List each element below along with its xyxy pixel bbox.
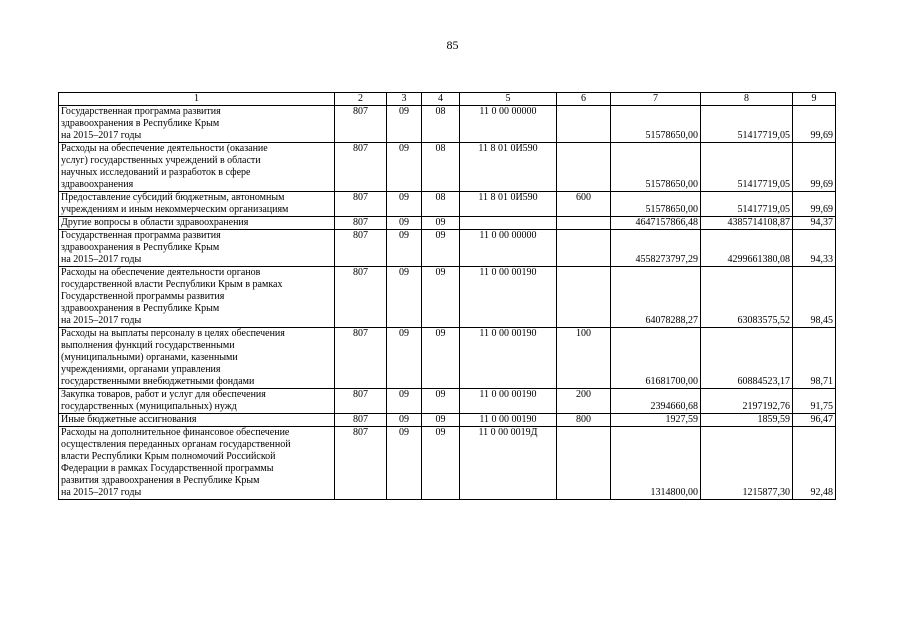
planned-amount-cell: 4647157866,48 xyxy=(611,217,701,230)
expense-type-cell xyxy=(557,267,611,328)
item-name-line: развития здравоохранения в Республике Крым xyxy=(61,475,260,486)
section-code-cell: 09 xyxy=(387,230,422,267)
item-name-line: услуг) государственных учреждений в области xyxy=(61,155,261,166)
subsection-code-cell: 09 xyxy=(422,427,460,500)
execution-percent-cell: 94,37 xyxy=(793,217,836,230)
actual-amount-cell: 60884523,17 xyxy=(701,328,793,389)
subsection-code-cell: 09 xyxy=(422,414,460,427)
execution-percent-cell: 99,69 xyxy=(793,106,836,143)
execution-percent-cell: 94,33 xyxy=(793,230,836,267)
item-name-line: государственными внебюджетными фондами xyxy=(61,376,255,387)
item-name-cell xyxy=(59,414,335,427)
column-header: 5 xyxy=(460,93,557,106)
item-name-line: здравоохранения в Республике Крым xyxy=(61,242,220,253)
column-header: 9 xyxy=(793,93,836,106)
item-name-line: на 2015–2017 годы xyxy=(61,487,142,498)
planned-amount-cell: 51578650,00 xyxy=(611,106,701,143)
subsection-code-cell: 09 xyxy=(422,267,460,328)
grbs-code-cell: 807 xyxy=(335,427,387,500)
target-article-cell: 11 0 00 00190 xyxy=(460,414,557,427)
grbs-code-cell: 807 xyxy=(335,267,387,328)
item-name-line: Государственная программа развития xyxy=(61,106,221,117)
table-row xyxy=(59,106,836,143)
item-name-cell xyxy=(59,427,335,500)
subsection-code-cell: 09 xyxy=(422,217,460,230)
section-code-cell: 09 xyxy=(387,328,422,389)
table-row xyxy=(59,328,836,389)
item-name-line: учреждениям и иным некоммерческим организациям xyxy=(61,204,289,215)
item-name-cell xyxy=(59,328,335,389)
item-name-line: учреждениями, органами управления xyxy=(61,364,221,375)
item-name-line: на 2015–2017 годы xyxy=(61,315,142,326)
planned-amount-cell: 1314800,00 xyxy=(611,427,701,500)
actual-amount-cell: 51417719,05 xyxy=(701,106,793,143)
actual-amount-cell: 1859,59 xyxy=(701,414,793,427)
item-name-line: Расходы на выплаты персоналу в целях обеспечения xyxy=(61,328,285,339)
expense-type-cell: 200 xyxy=(557,389,611,414)
target-article-cell: 11 0 00 00190 xyxy=(460,267,557,328)
section-code-cell: 09 xyxy=(387,414,422,427)
execution-percent-cell: 92,48 xyxy=(793,427,836,500)
planned-amount-cell: 64078288,27 xyxy=(611,267,701,328)
table-row xyxy=(59,217,836,230)
table-row xyxy=(59,414,836,427)
actual-amount-cell: 51417719,05 xyxy=(701,143,793,192)
table-row xyxy=(59,143,836,192)
execution-percent-cell: 91,75 xyxy=(793,389,836,414)
item-name-cell xyxy=(59,143,335,192)
page-number: 85 xyxy=(446,38,459,52)
execution-percent-cell: 98,45 xyxy=(793,267,836,328)
item-name-line: на 2015–2017 годы xyxy=(61,130,142,141)
actual-amount-cell: 4299661380,08 xyxy=(701,230,793,267)
item-name-line: Иные бюджетные ассигнования xyxy=(61,414,197,425)
execution-percent-cell: 99,69 xyxy=(793,143,836,192)
actual-amount-cell: 1215877,30 xyxy=(701,427,793,500)
actual-amount-cell: 51417719,05 xyxy=(701,192,793,217)
column-header: 6 xyxy=(557,93,611,106)
execution-percent-cell: 98,71 xyxy=(793,328,836,389)
column-header: 3 xyxy=(387,93,422,106)
table-row xyxy=(59,192,836,217)
item-name-cell xyxy=(59,106,335,143)
actual-amount-cell: 63083575,52 xyxy=(701,267,793,328)
item-name-cell xyxy=(59,389,335,414)
table-row xyxy=(59,427,836,500)
item-name-line: научных исследований и разработок в сфере xyxy=(61,167,251,178)
section-code-cell: 09 xyxy=(387,267,422,328)
expense-type-cell xyxy=(557,230,611,267)
section-code-cell: 09 xyxy=(387,143,422,192)
item-name-line: Федерации в рамках Государственной программы xyxy=(61,463,274,474)
target-article-cell: 11 0 00 0019Д xyxy=(460,427,557,500)
item-name-cell xyxy=(59,230,335,267)
grbs-code-cell: 807 xyxy=(335,414,387,427)
grbs-code-cell: 807 xyxy=(335,217,387,230)
expense-type-cell: 100 xyxy=(557,328,611,389)
item-name-cell xyxy=(59,267,335,328)
item-name-line: Государственной программы развития xyxy=(61,291,225,302)
grbs-code-cell: 807 xyxy=(335,143,387,192)
item-name-cell xyxy=(59,217,335,230)
item-name-line: Государственная программа развития xyxy=(61,230,221,241)
expense-type-cell: 600 xyxy=(557,192,611,217)
planned-amount-cell: 4558273797,29 xyxy=(611,230,701,267)
budget-table xyxy=(58,92,836,500)
item-name-line: Расходы на дополнительное финансовое обеспечение xyxy=(61,427,290,438)
target-article-cell: 11 8 01 0И590 xyxy=(460,143,557,192)
item-name-line: осуществления переданных органам государственной xyxy=(61,439,291,450)
table-row xyxy=(59,230,836,267)
item-name-line: Расходы на обеспечение деятельности органов xyxy=(61,267,261,278)
section-code-cell: 09 xyxy=(387,217,422,230)
subsection-code-cell: 08 xyxy=(422,192,460,217)
column-header: 8 xyxy=(701,93,793,106)
item-name-line: власти Республики Крым полномочий Российской xyxy=(61,451,276,462)
planned-amount-cell: 61681700,00 xyxy=(611,328,701,389)
execution-percent-cell: 99,69 xyxy=(793,192,836,217)
grbs-code-cell: 807 xyxy=(335,192,387,217)
item-name-line: Другие вопросы в области здравоохранения xyxy=(61,217,249,228)
expense-type-cell xyxy=(557,217,611,230)
subsection-code-cell: 08 xyxy=(422,143,460,192)
item-name-line: (муниципальными) органами, казенными xyxy=(61,352,238,363)
column-header: 4 xyxy=(422,93,460,106)
execution-percent-cell: 96,47 xyxy=(793,414,836,427)
item-name-line: Расходы на обеспечение деятельности (оказание xyxy=(61,143,268,154)
actual-amount-cell: 2197192,76 xyxy=(701,389,793,414)
subsection-code-cell: 09 xyxy=(422,389,460,414)
section-code-cell: 09 xyxy=(387,192,422,217)
grbs-code-cell: 807 xyxy=(335,230,387,267)
expense-type-cell xyxy=(557,106,611,143)
grbs-code-cell: 807 xyxy=(335,389,387,414)
subsection-code-cell: 09 xyxy=(422,230,460,267)
table-row xyxy=(59,267,836,328)
target-article-cell: 11 0 00 00000 xyxy=(460,230,557,267)
target-article-cell: 11 8 01 0И590 xyxy=(460,192,557,217)
item-name-line: здравоохранения в Республике Крым xyxy=(61,118,220,129)
target-article-cell xyxy=(460,217,557,230)
table-row xyxy=(59,389,836,414)
item-name-line: здравоохранения xyxy=(61,179,134,190)
planned-amount-cell: 51578650,00 xyxy=(611,192,701,217)
item-name-line: государственных (муниципальных) нужд xyxy=(61,401,237,412)
grbs-code-cell: 807 xyxy=(335,328,387,389)
grbs-code-cell: 807 xyxy=(335,106,387,143)
item-name-line: здравоохранения в Республике Крым xyxy=(61,303,220,314)
subsection-code-cell: 08 xyxy=(422,106,460,143)
expense-type-cell: 800 xyxy=(557,414,611,427)
target-article-cell: 11 0 00 00190 xyxy=(460,328,557,389)
section-code-cell: 09 xyxy=(387,106,422,143)
column-header: 2 xyxy=(335,93,387,106)
section-code-cell: 09 xyxy=(387,427,422,500)
target-article-cell: 11 0 00 00190 xyxy=(460,389,557,414)
planned-amount-cell: 1927,59 xyxy=(611,414,701,427)
item-name-line: государственной власти Республики Крым в рамках xyxy=(61,279,283,290)
target-article-cell: 11 0 00 00000 xyxy=(460,106,557,143)
column-header: 7 xyxy=(611,93,701,106)
expense-type-cell xyxy=(557,143,611,192)
column-number-row xyxy=(59,93,836,106)
item-name-line: на 2015–2017 годы xyxy=(61,254,142,265)
column-header: 1 xyxy=(59,93,335,106)
subsection-code-cell: 09 xyxy=(422,328,460,389)
section-code-cell: 09 xyxy=(387,389,422,414)
actual-amount-cell: 4385714108,87 xyxy=(701,217,793,230)
expense-type-cell xyxy=(557,427,611,500)
item-name-line: выполнения функций государственными xyxy=(61,340,235,351)
planned-amount-cell: 51578650,00 xyxy=(611,143,701,192)
item-name-line: Предоставление субсидий бюджетным, автономным xyxy=(61,192,285,203)
item-name-cell xyxy=(59,192,335,217)
planned-amount-cell: 2394660,68 xyxy=(611,389,701,414)
item-name-line: Закупка товаров, работ и услуг для обеспечения xyxy=(61,389,266,400)
